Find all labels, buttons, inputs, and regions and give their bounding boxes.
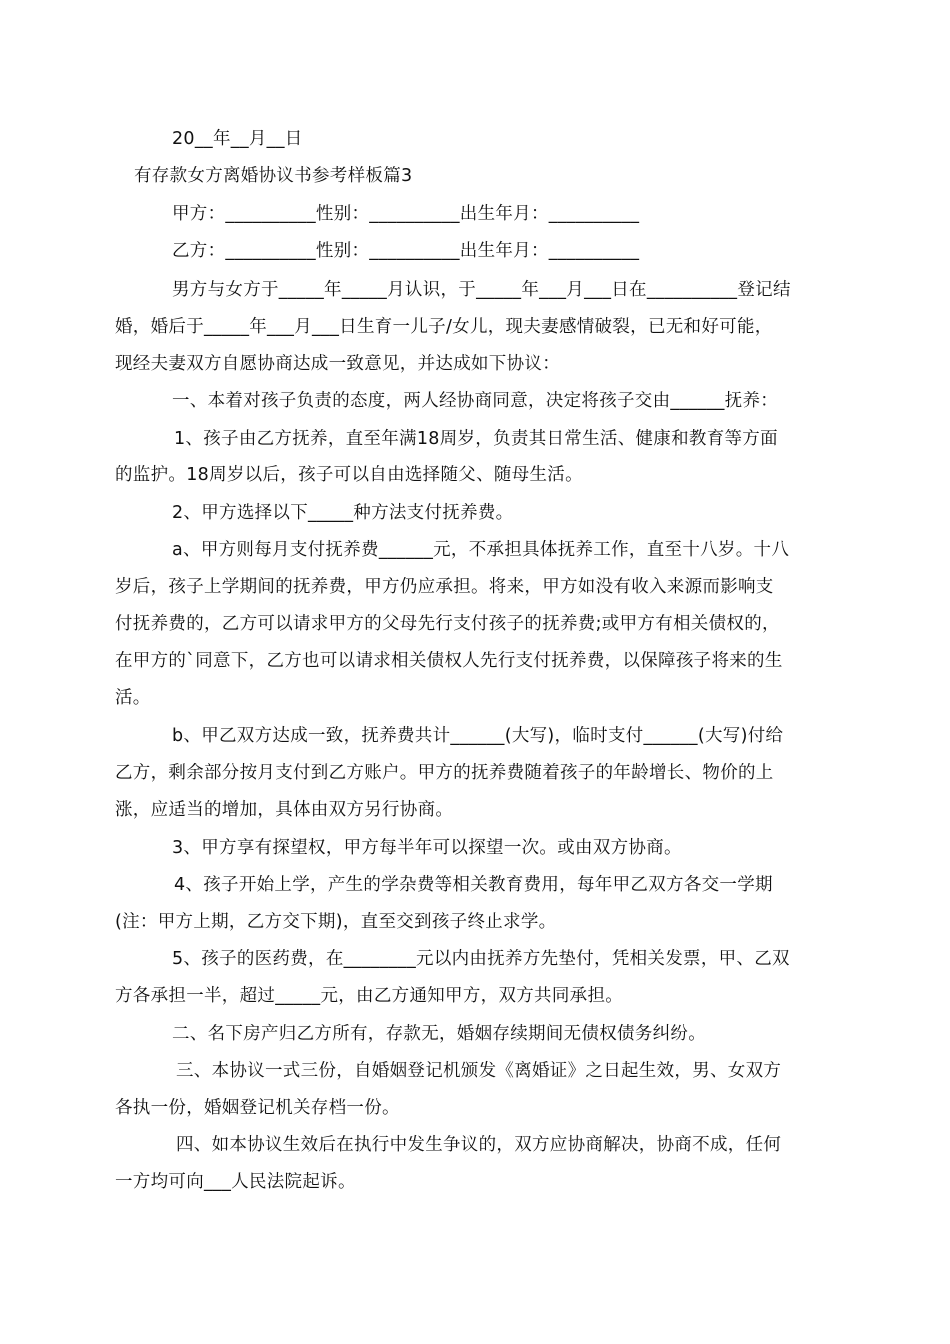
item-2b-line: 涨，应适当的增加，具体由双方另行协商。 [115,800,454,820]
item-2a-line: a、甲方则每月支付抚养费______元，不承担具体抚养工作，直至十八岁。十八 [172,540,790,560]
item-4-line: 4、孩子开始上学，产生的学杂费等相关教育费用，每年甲乙双方各交一学期 [174,875,773,895]
intro-line: 现经夫妻双方自愿协商达成一致意见，并达成如下协议： [115,354,560,374]
item-2: 2、甲方选择以下_____种方法支付抚养费。 [172,503,514,523]
item-2a-line: 活。 [115,688,151,708]
item-2b-line: 乙方，剩余部分按月支付到乙方账户。甲方的抚养费随着孩子的年龄增长、物价的上 [115,763,774,783]
item-3: 3、甲方享有探望权，甲方每半年可以探望一次。或由双方协商。 [172,838,682,858]
clause-3-line: 各执一份，婚姻登记机关存档一份。 [115,1098,400,1118]
party-b-line: 乙方：__________性别：__________出生年月：__________ [172,241,640,261]
party-a-line: 甲方：__________性别：__________出生年月：__________ [172,204,640,224]
item-2b-line: b、甲乙双方达成一致，抚养费共计______(大写)，临时支付______(大写)付给 [172,726,784,746]
clause-4-line: 一方均可向___人民法院起诉。 [115,1172,356,1192]
item-1-line: 1、孩子由乙方抚养，直至年满18周岁，负责其日常生活、健康和教育等方面 [174,429,778,449]
item-2a-line: 岁后，孩子上学期间的抚养费，甲方仍应承担。将来，甲方如没有收入来源而影响支 [115,577,774,597]
clause-4-line: 四、如本协议生效后在执行中发生争议的，双方应协商解决，协商不成，任何 [176,1135,782,1155]
document-heading: 有存款女方离婚协议书参考样板篇3 [134,166,413,186]
item-5-line: 方各承担一半，超过_____元，由乙方通知甲方，双方共同承担。 [115,986,624,1006]
clause-3-line: 三、本协议一式三份，自婚姻登记机颁发《离婚证》之日起生效，男、女双方 [176,1061,782,1081]
clause-1: 一、本着对孩子负责的态度，两人经协商同意，决定将孩子交由______抚养： [172,391,779,411]
date-line: 20__年__月__日 [172,129,303,149]
intro-line: 男方与女方于_____年_____月认识，于_____年___月___日在__________登记结 [172,280,791,300]
item-2a-line: 在甲方的`同意下，乙方也可以请求相关债权人先行支付抚养费，以保障孩子将来的生 [115,651,783,671]
item-5-line: 5、孩子的医药费，在________元以内由抚养方先垫付，凭相关发票，甲、乙双 [172,949,790,969]
clause-2: 二、名下房产归乙方所有，存款无，婚姻存续期间无债权债务纠纷。 [172,1024,706,1044]
item-4-line: (注：甲方上期，乙方交下期)，直至交到孩子终止求学。 [115,912,557,932]
item-2a-line: 付抚养费的，乙方可以请求甲方的父母先行支付孩子的抚养费;或甲方有相关债权的， [115,614,780,634]
item-1-line: 的监护。18周岁以后，孩子可以自由选择随父、随母生活。 [115,465,583,485]
intro-line: 婚，婚后于_____年___月___日生育一儿子/女儿，现夫妻感情破裂，已无和好可能， [115,317,773,337]
